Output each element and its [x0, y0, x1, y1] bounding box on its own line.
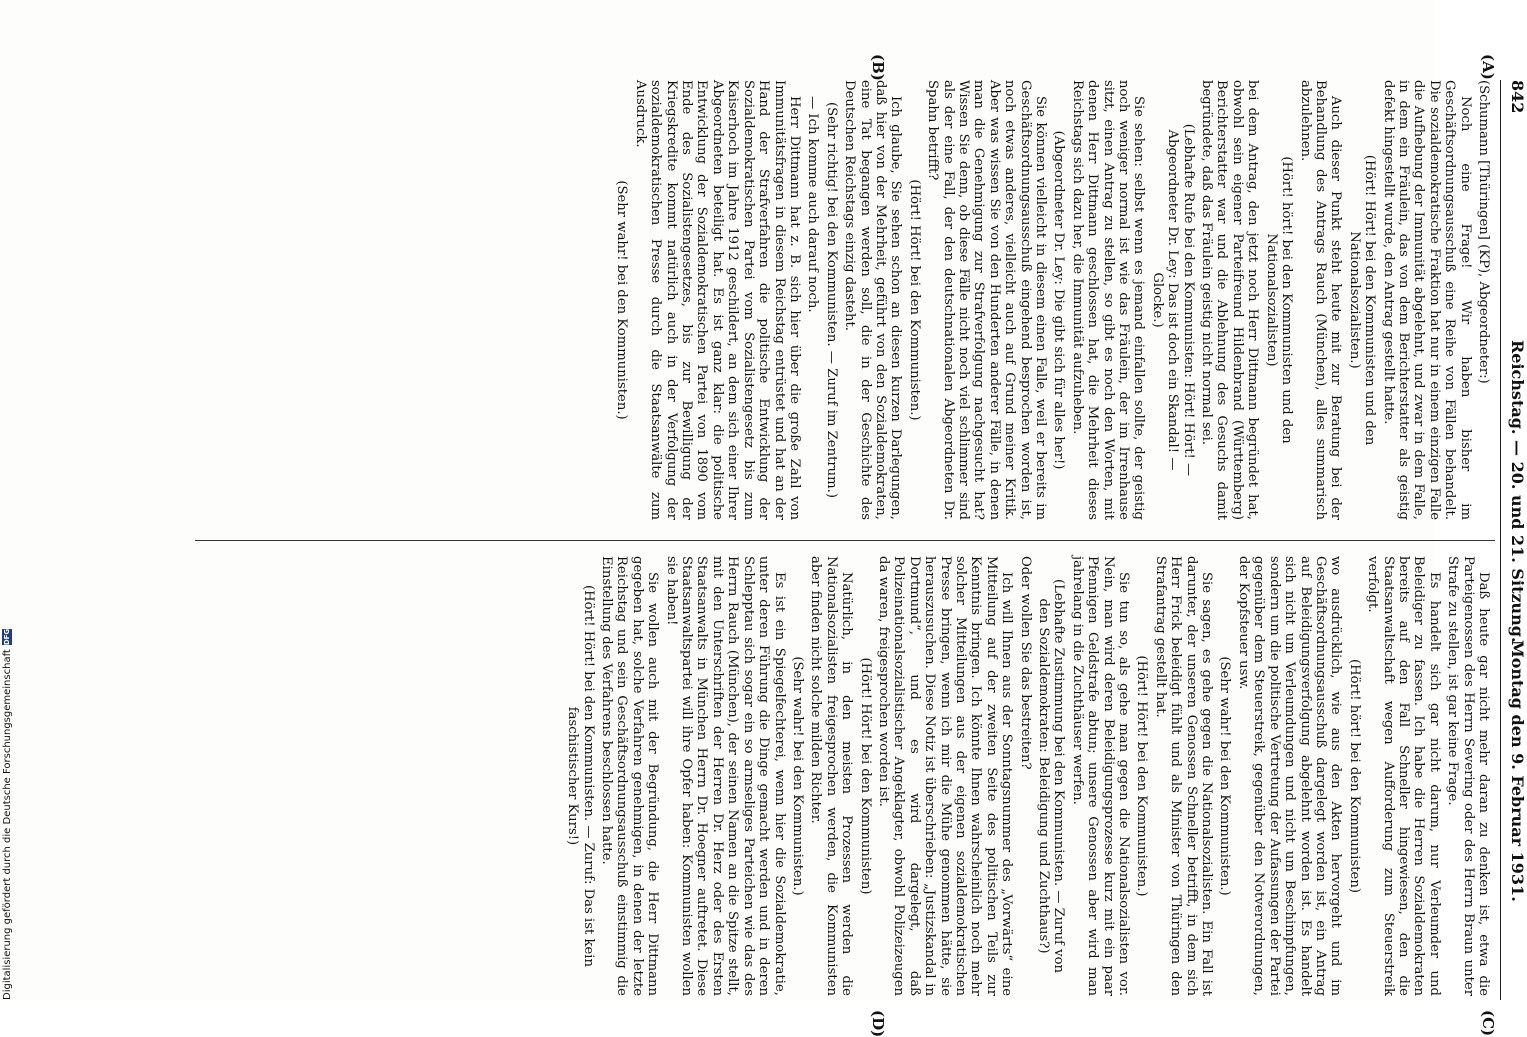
interjection: (Hört! Hört! bei den Kommunisten): [857, 657, 873, 895]
paragraph: Ich glaube, Sie sehen schon an diesen kurzen Darlegungen, daß hier von der Mehrheit, geführt von den Sozialdemokraten, eine Tat begangen werden soll, die in der Geschichte des Deutschen Reichstags einzig dasteht.: [842, 80, 904, 520]
page-number: 842: [1508, 80, 1527, 114]
paragraph: — Ich komme auch darauf noch.: [805, 96, 821, 313]
paragraph: Daß heute gar nicht mehr daran zu denken ist, etwa die Parteigenossen des Herrn Severing oder des Herrn Braun unter Strafe zu stellen, ist gar keine Frage.: [1445, 556, 1491, 996]
session-date: Montag den 9. Februar 1931.: [1508, 640, 1527, 902]
paragraph: Herr Dittmann hat z. B. sich hier über die große Zahl von Immunitätsfragen in diesem Reichstag entrüstet und hat an der Hand der Strafverfahren die politische Entwicklung der Sozialdemokratischen Partei vom Sozialistengesetz bis zum Kaiserhoch im Jahre 1912 geschildert, an dem sich einer Ihrer Abgeordneten beteiligt hat. Es ist ganz klar: die politische Entwicklung der Sozialdemokratischen Partei von 1890 vom Ende des Sozialistengesetzes, bis zur Bewilligung der Kriegskredite kommt natürlich auch in der Verfolgung der sozialdemokratischen Presse durch die Staatsanwälte zum Ausdruck.: [632, 80, 802, 520]
interjection: (Hört! Hört! bei den Kommunisten.): [1134, 655, 1150, 897]
right-column: [171, 556, 1491, 996]
interjection: (Abgeordneter Dr. Ley: Die gibt sich für alles her!): [1051, 130, 1067, 470]
paragraph: bei dem Antrag, den jetzt noch Herr Dittmann begründet hat, obwohl sein eigener Parteifreund Hildenbrand (Württemberg) Berichterstatter war und die Ablehnung des Gesuchs damit begründete, daß das Fräulein geistig nicht normal sei.: [1199, 80, 1261, 520]
paragraph: Sie können vielleicht in diesem einen Falle, weil er bereits im Geschäftsordnungsausschuß eingehend besprochen worden ist, noch etwas anderes, vielleicht auch auf Grund meiner Kritik. Aber was wissen Sie von den Hunderten anderer Fälle, in denen man die Genehmigung zur Strafverfolgung nachgesucht hat? Wissen Sie denn, ob diese Fälle nicht noch viel schlimmer sind als der eine Fall, der den deutschnationalen Abgeordneten Dr. Spahn betrifft?: [925, 80, 1049, 520]
paragraph: Sie sagen, es gehe gegen die Nationalsozialisten. Ein Fall ist darunter, der unseren Genossen Schneller betrifft, in dem sich Herr Frick beleidigt fühlt und als Minister von Thüringen den Strafantrag gestellt hat.: [1152, 556, 1215, 996]
running-title: Reichstag. — 20. und 21. Sitzung.: [1508, 340, 1527, 643]
paragraph: Sie tun so, als gehe man gegen die Nationalsozialisten vor. Nein, man wird deren Beleidigungsprozesse kurz mit ein paar Pfennigen Geldstrafe abtun; unsere Genossen aber wird man jahrelang in die Zuchthäuser werfen.: [1069, 556, 1132, 996]
interjection: (Lebhafte Zustimmung bei den Kommunisten. — Zuruf von den Sozialdemokraten: Beleidigung und Zuchthaus?): [1036, 578, 1067, 974]
credit-text: Digitalisierung gefördert durch die Deutsche Forschungsgemeinschaft: [1, 649, 13, 1000]
interjection: (Sehr wahr! bei den Kommunisten.): [789, 656, 805, 896]
margin-marker-a: (A): [1479, 54, 1497, 80]
paragraph: Sie wollen auch mit der Begründung, die Herr Dittmann gegeben hat, solche Verfahren genehmigen, in denen der letzte Reichstag und sein Geschäftsordnungsausschuß einstimmig die Einstellung des Verfahrens beschlossen hatte.: [599, 556, 661, 996]
margin-marker-c: (C): [1479, 1010, 1497, 1037]
interjection: (Sehr richtig! bei den Kommunisten. — Zuruf im Zentrum.): [823, 101, 839, 499]
paragraph: Sie sehen: selbst wenn es jemand einfallen sollte, der geistig noch weniger normal ist wie das Fräulein, der im Irrenhause sitzt, einen Antrag zu stellen, so gibt es noch den Worten, mit denen Herr Dittmann geschlossen hat, die Mehrheit dieses Reichstags sich dazu her, die Immunität aufzuheben.: [1069, 80, 1147, 520]
paragraph: Auch dieser Punkt steht heute mit zur Beratung bei der Behandlung des Antrags Rauch (München), alles summarisch abzulehnen.: [1297, 80, 1344, 520]
digitization-credit: [0, 600, 14, 1000]
paragraph: Natürlich, in den meisten Prozessen werden die Nationalsozialisten freigesprochen werden, die Kommunisten aber finden nicht solche milden Richter.: [808, 556, 855, 996]
paragraph: Es ist ein Spiegelfechterei, wenn hier die Sozialdemokratie, unter deren Führung die Dinge gemacht werden und in deren Schlepptau sich sogar ein so armseliges Parteichen wie das des Herrn Rauch (München), der seinen Namen an die Spitze stellt, mit den Unterschriften der Herren Dr. Herz oder des Ersten Staatsanwalts in München Herrn Dr. Hoegner auftretet. Diese Staatsanwaltspartei will ihre Opfer haben: Kommunisten wollen sie haben!: [663, 556, 787, 996]
paragraph: Noch eine Frage! Wir haben bisher im Geschäftsordnungsausschuß eine Reihe von Fällen behandelt. Die sozialdemokratische Fraktion hat nur in einem einzigen Falle die Aufhebung der Immunität abgelehnt, und zwar in dem Falle, in dem ein Fräulein, das von dem Berichterstatter als geistig defekt hingestellt wurde, den Antrag gestellt hatte.: [1380, 80, 1473, 520]
paragraph: (Schumann [Thüringen] (KP), Abgeordneter:): [1476, 80, 1491, 384]
interjection: (Hört! hört! bei den Kommunisten): [1346, 659, 1362, 893]
interjection: (Sehr wahr! bei den Kommunisten.): [1217, 656, 1233, 896]
interjection: (Hört! Hört! bei den Kommunisten.): [906, 179, 922, 421]
interjection: (Hört! Hört! bei den Kommunisten und den Nationalsozialisten.): [1346, 154, 1378, 446]
paragraph: wo ausdrücklich, wie aus den Akten hervorgeht und im Geschäftsordnungsausschuß dargelegt worden ist, ein Antrag auf Beleidigungsverfolgung abgelehnt worden ist. Es handelt sich nicht um Verleumdungen und nicht um Beschimpfungen, sondern um die politische Vertretung der Aufassungen der Partei gegenüber dem Steuerstreik, gegenüber den Notverordnungen, der Kopfsteuer usw.: [1235, 556, 1344, 996]
interjection: (Lebhafte Rufe bei den Kommunisten: Hört! Hört! — Abgeordneter Dr. Ley: Das ist doch ein Skandal! — Glocke.): [1149, 123, 1196, 477]
dfg-logo: DFG: [3, 628, 11, 646]
interjection: (Sehr wahr! bei den Kommunisten.): [614, 180, 630, 420]
interjection: (Hört! Hört! bei den Kommunisten. — Zuruf: Das ist kein faschistischer Kurs!): [565, 585, 596, 967]
interjection: (Hört! hört! bei den Kommunisten und den Nationalsozialisten): [1263, 156, 1295, 444]
paragraph: Es handelt sich gar nicht darum, nur Verleumder und Beleidiger zu fassen. Ich habe die Herren Sozialdemokraten bereits auf den Fall Schneller hingewiesen, den die Staatsanwaltschaft wegen Aufforderung zum Steuerstreik verfolgt.: [1365, 556, 1442, 996]
paragraph: Oder wollen Sie das bestreiten?: [1017, 556, 1033, 770]
column-divider: [195, 540, 1495, 541]
margin-marker-d: (D): [869, 1010, 887, 1037]
rotated-page-content: [155, 54, 1527, 1037]
left-column: [171, 80, 1491, 520]
paragraph: Ich will Ihnen aus der Sonntagsnummer des „Vorwärts“ eine Mitteilung auf der zweiten Seite des politischen Teils zur Kenntnis bringen. Ich könnte Ihnen wahrscheinlich noch mehr solcher Mitteilungen aus der eigenen sozialdemokratischen Presse bringen, wenn ich mir die Mühe genommen hätte, sie herauszusuchen. Diese Notiz ist überschrieben: „Justizskandal in Dortmund“, und es wird dargelegt, daß Polizeinationalsozialistischer Angeklagter, obwohl Polizeizeugen da waren, freigesprochen worden ist.: [875, 556, 1015, 996]
page-header: [1500, 80, 1525, 1000]
margin-marker-b: (B): [869, 54, 887, 81]
